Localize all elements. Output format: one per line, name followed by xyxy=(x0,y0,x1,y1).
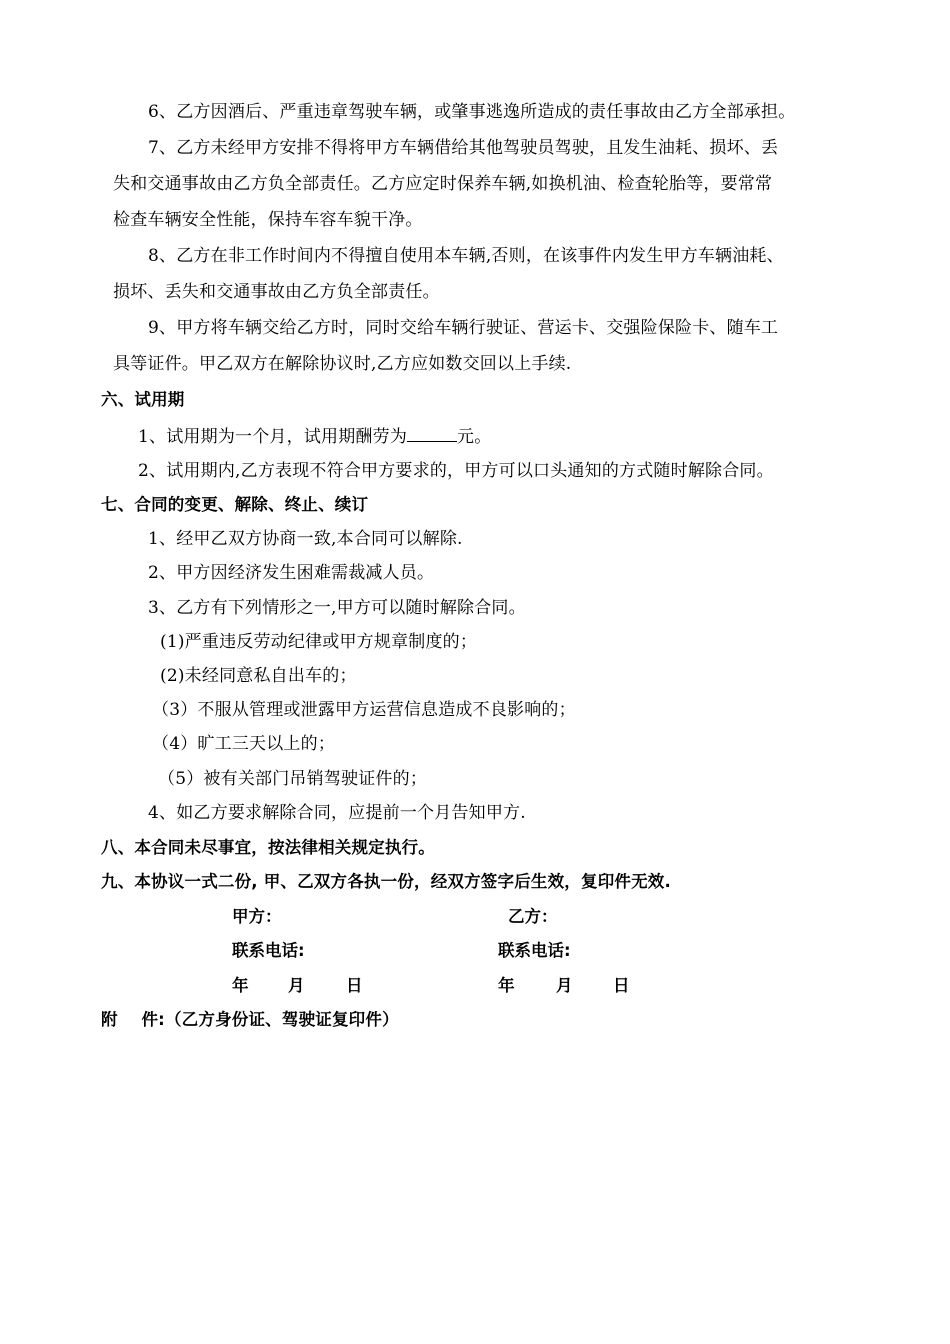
section-7-item-1: 1、经甲乙双方协商一致,本合同可以解除. xyxy=(148,529,463,549)
party-a-year: 年 xyxy=(232,976,249,995)
party-a-label: 甲方： xyxy=(232,907,282,926)
section-7-sub-4: （4）旷工三天以上的； xyxy=(152,734,336,754)
clause-9-line-2: 具等证件。甲乙双方在解除协议时,乙方应如数交回以上手续. xyxy=(113,354,572,374)
party-b-label: 乙方： xyxy=(508,907,558,926)
party-b-year: 年 xyxy=(498,976,515,995)
section-7-heading: 七、合同的变更、解除、终止、续订 xyxy=(101,495,369,514)
attachment-note: 附 件:（乙方身份证、驾驶证复印件） xyxy=(101,1010,399,1029)
section-6-heading: 六、试用期 xyxy=(101,390,185,409)
clause-9-line-1: 9、甲方将车辆交给乙方时，同时交给车辆行驶证、营运卡、交强险保险卡、随车工 xyxy=(148,318,779,338)
section-7-sub-1: (1)严重违反劳动纪律或甲方规章制度的； xyxy=(160,632,478,652)
clause-8-line-2: 损坏、丢失和交通事故由乙方负全部责任。 xyxy=(113,282,440,302)
clause-7-line-1: 7、乙方未经甲方安排不得将甲方车辆借给其他驾驶员驾驶，且发生油耗、损坏、丢 xyxy=(148,138,779,158)
section-6-item-2: 2、试用期内,乙方表现不符合甲方要求的，甲方可以口头通知的方式随时解除合同。 xyxy=(138,461,774,481)
party-b-day: 日 xyxy=(613,976,630,995)
clause-7-line-3: 检查车辆安全性能，保持车容车貌干净。 xyxy=(113,210,423,230)
section-7-sub-3: （3）不服从管理或泄露甲方运营信息造成不良影响的； xyxy=(152,700,576,720)
clause-6: 6、乙方因酒后、严重违章驾驶车辆，或肇事逃逸所造成的责任事故由乙方全部承担。 xyxy=(148,102,796,122)
trial-pay-prefix: 1、试用期为一个月，试用期酬劳为 xyxy=(138,427,408,447)
clause-8-line-1: 8、乙方在非工作时间内不得擅自使用本车辆,否则，在该事件内发生甲方车辆油耗、 xyxy=(148,246,784,266)
party-b-phone-label: 联系电话: xyxy=(498,941,571,960)
party-a-phone-label: 联系电话: xyxy=(232,941,305,960)
section-7-item-2: 2、甲方因经济发生困难需裁减人员。 xyxy=(148,563,435,583)
section-7-sub-2: (2)未经同意私自出车的； xyxy=(160,666,357,686)
section-7-sub-5: （5）被有关部门吊销驾驶证件的； xyxy=(158,769,428,789)
section-7-item-4: 4、如乙方要求解除合同，应提前一个月告知甲方. xyxy=(148,803,526,823)
section-8-heading: 八、本合同未尽事宜，按法律相关规定执行。 xyxy=(101,838,435,857)
party-a-day: 日 xyxy=(346,976,363,995)
party-a-month: 月 xyxy=(288,976,305,995)
party-b-month: 月 xyxy=(556,976,573,995)
trial-pay-blank xyxy=(407,425,457,442)
section-6-item-1 xyxy=(138,425,491,448)
section-9-heading: 九、本协议一式二份, 甲、乙双方各执一份，经双方签字后生效，复印件无效. xyxy=(101,872,671,891)
trial-pay-suffix: 元。 xyxy=(457,427,492,447)
clause-7-line-2: 失和交通事故由乙方负全部责任。乙方应定时保养车辆,如换机油、检查轮胎等，要常常 xyxy=(113,174,773,194)
section-7-item-3: 3、乙方有下列情形之一,甲方可以随时解除合同。 xyxy=(148,598,526,618)
